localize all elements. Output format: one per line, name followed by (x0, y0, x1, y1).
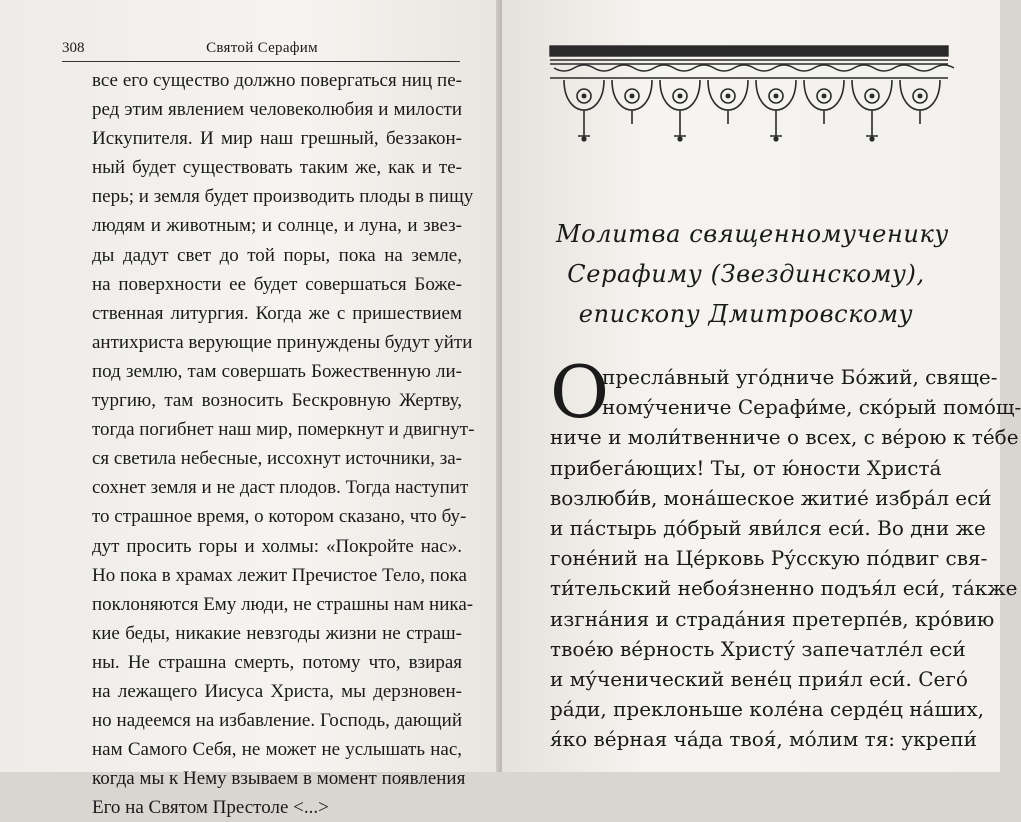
prayer-line: пресла́вный уго́дниче Бо́жий, свяще- (602, 365, 998, 389)
text-line: нам Самого Себя, не может не услышать нас, (92, 739, 462, 761)
text-line: на поверхности ее будет совершаться Боже- (92, 273, 462, 295)
text-line: антихриста верующие принуждены будут уйти (92, 331, 473, 353)
prayer-line: я́ко ве́рная ча́да твоя́, мо́лим тя: укрепи́ (550, 727, 977, 752)
left-body-text (92, 66, 475, 822)
prayer-title (556, 214, 949, 334)
text-line: ся светила небесные, иссохнут источники, за- (92, 448, 463, 470)
prayer-title-line: Серафиму (Звездинскому), (567, 260, 925, 288)
text-line: на лежащего Иисуса Христа, мы дерзновен- (92, 680, 462, 702)
text-line: дут просить горы и холмы: «Покройте нас». (92, 535, 462, 557)
text-line: Его на Святом Престоле <...> (92, 797, 329, 819)
prayer-body-text (550, 350, 1021, 754)
prayer-line: возлюби́в, мона́шеское житие́ избра́л еси́ (550, 485, 992, 510)
running-title: Святой Серафим (206, 40, 318, 56)
header-rule (62, 61, 460, 62)
text-line: ред этим явлением человеколюбия и милости (92, 99, 462, 121)
text-line: ны. Не страшна смерть, потому что, взирая (92, 651, 462, 673)
page-number: 308 (62, 40, 85, 56)
prayer-title-line: епископу Дмитровскому (578, 300, 914, 328)
text-line: тогда погибнет наш мир, померкнут и двигнут- (92, 419, 475, 441)
text-line: Но пока в храмах лежит Пречистое Тело, пока (92, 564, 467, 586)
left-page (0, 0, 500, 819)
text-line: поклоняются Ему люди, не страшны нам ника- (92, 593, 474, 615)
prayer-line: ра́ди, преклоньше коле́на серде́ц на́ших, (550, 697, 985, 722)
prayer-title-line: Молитва священномученику (556, 220, 949, 248)
prayer-line: изгна́ния и страда́ния претерпе́в, кро́вию (550, 606, 995, 631)
text-line: под землю, там совершать Божественную ли- (92, 360, 462, 382)
text-line: кие беды, никакие невзгоды жизни не страш- (92, 622, 462, 644)
prayer-line: твое́ю ве́рность Христу́ запечатле́л еси́ (550, 636, 966, 661)
prayer-line: и му́ченический вене́ц прия́л еси́. Сего́ (550, 666, 968, 691)
text-line: тургию, там возносить Бескровную Жертву, (92, 390, 462, 412)
prayer-line: ному́чениче Серафи́ме, ско́рый помо́щ- (602, 395, 1021, 420)
text-line: когда мы к Нему взываем в момент появления (92, 768, 466, 790)
prayer-line: ниче и моли́твенниче о всех, с ве́рою к те́бе (550, 425, 1019, 450)
text-line: ды дадут свет до той поры, пока на земле, (92, 244, 462, 266)
decorative-headpiece (548, 44, 950, 144)
text-line: сохнет земля и не даст плодов. Тогда наступит (92, 477, 469, 499)
prayer-line: и па́стырь до́брый яви́лся еси́. Во дни же (550, 515, 986, 540)
text-line: все его существо должно повергаться ниц пе- (92, 70, 462, 91)
prayer-line: гоне́ний на Це́рковь Ру́сскую по́двиг свя- (550, 546, 988, 571)
prayer-line: ти́тельский небоя́зненно подъя́л еси́, та́кже (550, 576, 1018, 601)
text-line: людям и животным; и солнце, и луна, и звез- (92, 215, 462, 237)
text-line: то страшное время, о котором сказано, что бу- (92, 506, 467, 528)
drop-cap: О (550, 350, 610, 434)
text-line: ный будет существовать таким же, как и те- (92, 157, 462, 179)
running-head (62, 40, 462, 62)
text-line: Искупителя. И мир наш грешный, беззакон- (92, 128, 462, 150)
prayer-line: прибега́ющих! Ты, от ю́ности Христа́ (550, 455, 942, 480)
text-line: перь; и земля будет производить плоды в пищу (92, 186, 474, 208)
text-line: но надеемся на избавление. Господь, дающий (92, 710, 462, 732)
text-line: ственная литургия. Когда же с пришествием (92, 302, 462, 324)
